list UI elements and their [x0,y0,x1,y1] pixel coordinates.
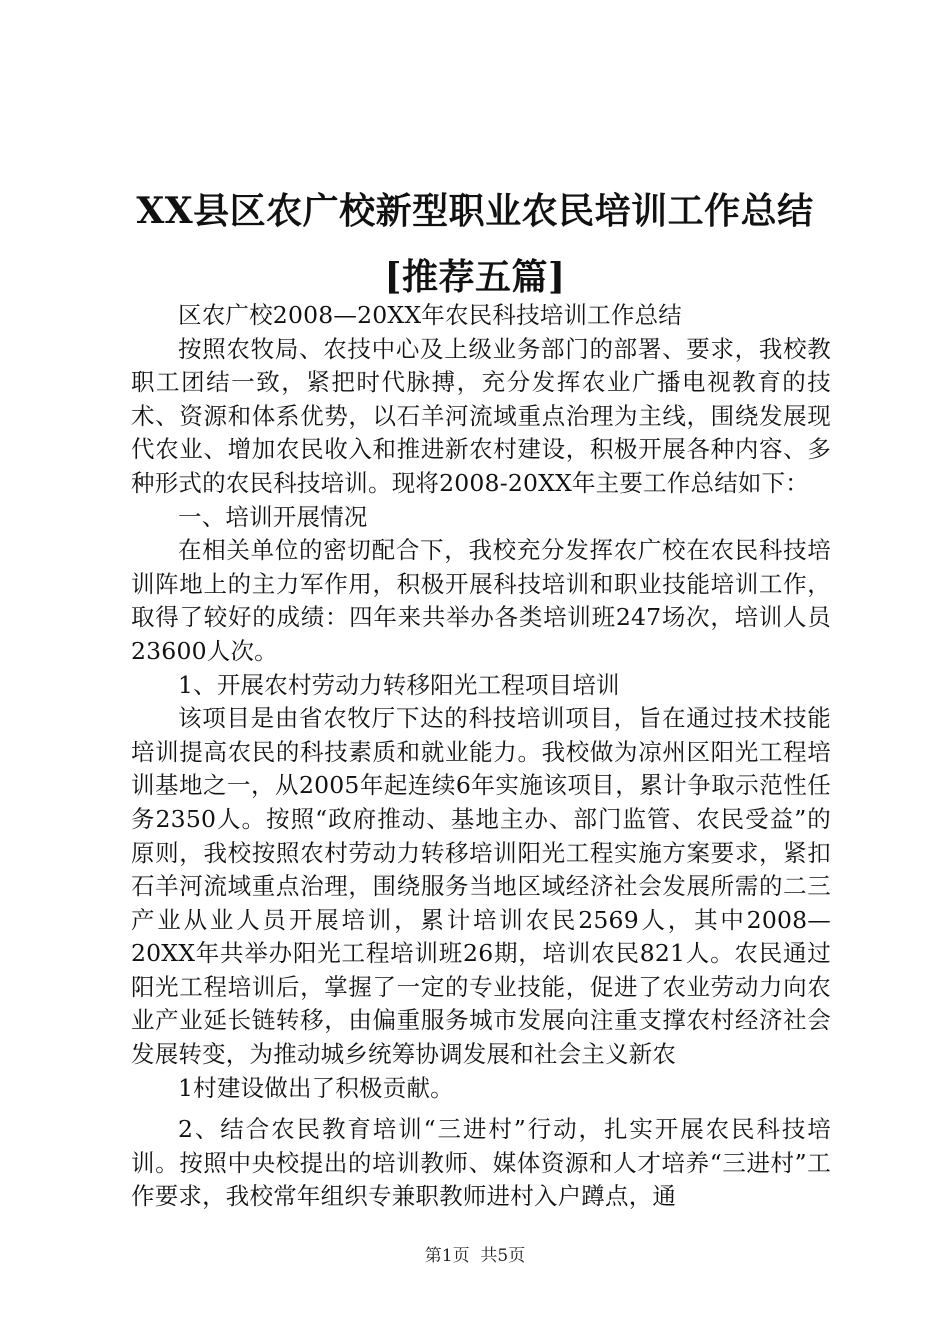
paragraph: 1村建设做出了积极贡献。 [178,1073,454,1102]
paragraph: 2、结合农民教育培训“三进村”行动，扎实开展农民科技培训。按照中央校提出的培训教师、媒体资源和人才培养“三进村”工作要求，我校常年组织专兼职教师进村入户蹲点，通 [131,1115,831,1211]
page-total: 共5页 [480,1246,526,1266]
document-title: XX县区农广校新型职业农民培训工作总结[推荐五篇] [136,190,814,298]
paragraph: 1、开展农村劳动力转移阳光工程项目培训 [178,670,620,699]
document-body [131,299,831,1214]
paragraph: 一、培训开展情况 [178,502,368,531]
paragraph: 按照农牧局、农技中心及上级业务部门的部署、要求，我校教职工团结一致，紧把时代脉搏，充分发挥农业广播电视教育的技术、资源和体系优势，以石羊河流域重点治理为主线，围绕发展现代农业、增加农民收入和推进新农村建设，积极开展各种内容、多种形式的农民科技培训。现将2008-20XX年主要工作总结如下： [131,334,831,497]
page-number: 第1页 [424,1246,470,1266]
paragraph: 在相关单位的密切配合下，我校充分发挥农广校在农民科技培训阵地上的主力军作用，积极开展科技培训和职业技能培训工作，取得了较好的成绩：四年来共举办各类培训班247场次，培训人员23600人次。 [131,536,831,665]
page-footer [0,1244,950,1268]
paragraph: 区农广校2008—20XX年农民科技培训工作总结 [178,301,682,329]
paragraph: 该项目是由省农牧厅下达的科技培训项目，旨在通过技术技能培训提高农民的科技素质和就业能力。我校做为凉州区阳光工程培训基地之一，从2005年起连续6年实施该项目，累计争取示范性任务2350人。按照“政府推动、基地主办、部门监管、农民受益”的原则，我校按照农村劳动力转移培训阳光工程实施方案要求，紧扣石羊河流域重点治理，围绕服务当地区域经济社会发展所需的二三产业从业人员开展培训，累计培训农民2569人，其中2008—20XX年共举办阳光工程培训班26期，培训农民821人。农民通过阳光工程培训后，掌握了一定的专业技能，促进了农业劳动力向农业产业延长链转移，由偏重服务城市发展向注重支撑农村经济社会发展转变，为推动城乡统筹协调发展和社会主义新农 [131,704,831,1069]
